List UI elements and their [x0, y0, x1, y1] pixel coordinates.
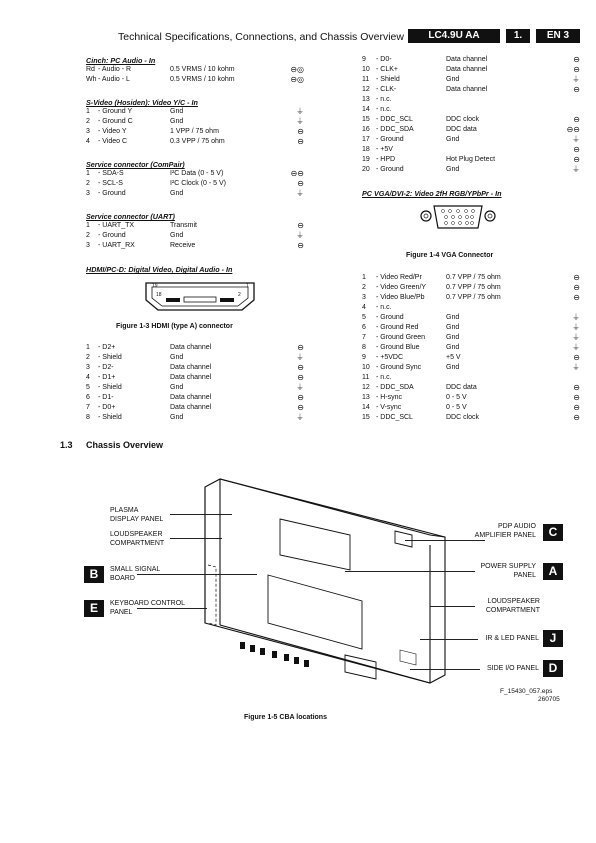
- signal-symbol: ⏚: [296, 383, 304, 392]
- pin-number: 17: [362, 136, 370, 143]
- pin-value: I²C Data (0 - 5 V): [170, 170, 224, 177]
- pin-value: Data channel: [170, 344, 212, 351]
- table-row: [362, 135, 580, 145]
- pin-value: 0 - 5 V: [446, 394, 467, 401]
- pin-number: 12: [362, 384, 370, 391]
- pin-name: - Ground: [376, 314, 404, 321]
- pin-number: 15: [362, 414, 370, 421]
- pin-value: 0.5 VRMS / 10 kohm: [170, 66, 235, 73]
- pin-name: - Video C: [98, 138, 128, 145]
- pin-name: - SCL-S: [98, 180, 123, 187]
- signal-symbol: ⏚: [572, 313, 580, 322]
- pin-value: Data channel: [170, 404, 212, 411]
- letter-e-box: E: [84, 600, 104, 617]
- pin-number: 20: [362, 166, 370, 173]
- signal-symbol: ⊖: [297, 393, 304, 402]
- table-row: [362, 313, 580, 323]
- table-row: [362, 373, 580, 383]
- pin-name: - +5V: [376, 146, 393, 153]
- signal-symbol: ⊖: [297, 403, 304, 412]
- letter-d-box: D: [543, 660, 563, 677]
- pin-value: Gnd: [446, 344, 460, 351]
- signal-symbol: ⏚: [572, 343, 580, 352]
- pin-name: - Ground: [98, 190, 126, 197]
- pin-value: Gnd: [170, 414, 184, 421]
- pin-number: 7: [362, 334, 366, 341]
- chassis-section-number: 1.3: [60, 440, 73, 450]
- pin-value: 0.7 VPP / 75 ohm: [446, 284, 501, 291]
- file-reference: F_15430_057.eps: [500, 688, 553, 695]
- pin-value: Data channel: [170, 394, 212, 401]
- pin-value: Data channel: [446, 86, 488, 93]
- vga-caption: Figure 1-4 VGA Connector: [406, 252, 494, 259]
- pin-number: 10: [362, 364, 370, 371]
- pin-value: Transmit: [170, 222, 197, 229]
- pin-value: Gnd: [170, 108, 184, 115]
- pin-value: Hot Plug Detect: [446, 156, 496, 163]
- label-plasma-display-panel: PLASMA DISPLAY PANEL: [110, 507, 164, 523]
- table-row: [86, 189, 304, 199]
- pin-value: I²C Clock (0 - 5 V): [170, 180, 227, 187]
- table-row: [362, 363, 580, 373]
- letter-b-box: B: [84, 566, 104, 583]
- pin-value: 0.5 VRMS / 10 kohm: [170, 76, 235, 83]
- signal-symbol: ⊖: [573, 65, 580, 74]
- signal-symbol: ⊖: [573, 353, 580, 362]
- pin-number: 2: [86, 232, 90, 239]
- table-row: [362, 273, 580, 283]
- signal-symbol: ⏚: [572, 363, 580, 372]
- signal-symbol: ⊖: [573, 273, 580, 282]
- pin-number: 9: [362, 56, 366, 63]
- signal-symbol: ⊖◎: [290, 65, 304, 74]
- pin-value: Data channel: [170, 364, 212, 371]
- pin-number: 1: [86, 222, 90, 229]
- signal-symbol: ⊖: [297, 221, 304, 230]
- pin-value: Gnd: [170, 354, 184, 361]
- table-row: [86, 343, 304, 353]
- pin-number: 13: [362, 394, 370, 401]
- signal-symbol: ⊖: [297, 179, 304, 188]
- signal-symbol: ⏚: [572, 333, 580, 342]
- pin-number: 1: [86, 344, 90, 351]
- signal-symbol: ⏚: [296, 117, 304, 126]
- pin-value: Gnd: [170, 384, 184, 391]
- pin-number: 11: [362, 374, 370, 381]
- pin-name: - n.c.: [376, 96, 392, 103]
- label-power-supply-panel: POWER SUPPLY PANEL: [480, 563, 536, 579]
- pin-name: - n.c.: [376, 106, 392, 113]
- table-row: [362, 283, 580, 293]
- signal-symbol: ⏚: [572, 135, 580, 144]
- pin-name: - Ground Blue: [376, 344, 420, 351]
- table-row: [86, 221, 304, 231]
- pin-number: 12: [362, 86, 370, 93]
- table-row: [86, 413, 304, 423]
- pin-name: - D0+: [98, 404, 116, 411]
- table-row: [362, 65, 580, 75]
- table-row: [86, 127, 304, 137]
- pin-value: 0.7 VPP / 75 ohm: [446, 294, 501, 301]
- pin-name: - +5VDC: [376, 354, 404, 361]
- table-row: [362, 75, 580, 85]
- pin-value: DDC clock: [446, 116, 480, 123]
- table-row: [362, 413, 580, 423]
- pin-value: DDC data: [446, 384, 477, 391]
- pin-number: 1: [362, 274, 366, 281]
- pin-name: - DDC_SDA: [376, 126, 414, 133]
- signal-symbol: ⊖: [573, 413, 580, 422]
- pin-value: Gnd: [446, 136, 460, 143]
- table-row: [86, 403, 304, 413]
- signal-symbol: ⊖: [297, 241, 304, 250]
- table-row: [86, 373, 304, 383]
- table-row: [362, 115, 580, 125]
- pin-number: 8: [362, 344, 366, 351]
- table-row: [362, 353, 580, 363]
- table-row: [86, 179, 304, 189]
- pin-number: 1: [86, 108, 90, 115]
- pin-number: 5: [86, 384, 90, 391]
- pin-value: Data channel: [170, 374, 212, 381]
- pin-number: 6: [362, 324, 366, 331]
- chassis-caption: Figure 1-5 CBA locations: [244, 714, 327, 721]
- signal-symbol: ⏚: [572, 323, 580, 332]
- signal-symbol: ⊖: [297, 363, 304, 372]
- pin-name: - Ground Y: [98, 108, 133, 115]
- pin-name: - Ground: [376, 136, 404, 143]
- svideo-title: S-Video (Hosiden): Video Y/C - In: [86, 98, 198, 107]
- cinch-title: Cinch: PC Audio - In: [86, 56, 156, 65]
- pin-value: 0.3 VPP / 75 ohm: [170, 138, 225, 145]
- chassis-section-title: Chassis Overview: [86, 440, 164, 450]
- signal-symbol: ⊖: [297, 343, 304, 352]
- hdmi-title: HDMI/PC-D: Digital Video, Digital Audio - In: [86, 265, 233, 274]
- table-row: [362, 95, 580, 105]
- table-row: [362, 125, 580, 135]
- signal-symbol: ⊖: [297, 127, 304, 136]
- pin-name: - Shield: [376, 76, 400, 83]
- pin-name: - D2+: [98, 344, 116, 351]
- pin-name: - UART_TX: [98, 222, 135, 229]
- pin-value: DDC clock: [446, 414, 480, 421]
- pin-number: 14: [362, 404, 370, 411]
- pin-name: - Ground Red: [376, 324, 419, 331]
- pin-number: 7: [86, 404, 90, 411]
- pin-name: - Shield: [98, 384, 122, 391]
- pin-value: +5 V: [446, 354, 461, 361]
- pin-value: Receive: [170, 242, 196, 249]
- label-loudspeaker-left: LOUDSPEAKER COMPARTMENT: [110, 531, 165, 547]
- table-row: [362, 55, 580, 65]
- signal-symbol: ⊖: [297, 373, 304, 382]
- pin-value: Data channel: [446, 56, 488, 63]
- signal-symbol: ⊖: [573, 55, 580, 64]
- table-row: [86, 393, 304, 403]
- hdmi-pin-2: 2: [238, 292, 241, 298]
- table-row: [86, 137, 304, 147]
- vga-title: PC VGA/DVI-2: Video 2fH RGB/YPbPr - In: [362, 189, 502, 198]
- pin-value: Data channel: [446, 66, 488, 73]
- pin-value: Gnd: [446, 166, 460, 173]
- pin-name: - Ground: [376, 166, 404, 173]
- letter-j-box: J: [543, 630, 563, 647]
- pin-number: 2: [86, 180, 90, 187]
- pin-name: - CLK+: [376, 66, 398, 73]
- pin-value: DDC data: [446, 126, 477, 133]
- table-row: [86, 353, 304, 363]
- pin-number: 2: [362, 284, 366, 291]
- pin-name: - SDA-S: [98, 170, 124, 177]
- signal-symbol: ⊖⊖: [566, 125, 580, 134]
- pin-name: - V-sync: [376, 404, 402, 411]
- pin-value: Gnd: [170, 232, 184, 239]
- pin-number: 13: [362, 96, 370, 103]
- pin-name: - Shield: [98, 414, 122, 421]
- table-row: [362, 105, 580, 115]
- signal-symbol: ⏚: [296, 107, 304, 116]
- pin-name: - D1+: [98, 374, 116, 381]
- signal-symbol: ⊖: [297, 137, 304, 146]
- pin-number: 19: [362, 156, 370, 163]
- pin-name: - D1-: [98, 394, 114, 401]
- pin-number: 4: [86, 374, 90, 381]
- signal-symbol: ⊖: [573, 85, 580, 94]
- pin-value: 0.7 VPP / 75 ohm: [446, 274, 501, 281]
- table-row: [362, 165, 580, 175]
- signal-symbol: ⊖: [573, 383, 580, 392]
- table-row: [362, 155, 580, 165]
- pin-value: Gnd: [170, 190, 184, 197]
- pin-number: 1: [86, 170, 90, 177]
- pin-name: - CLK-: [376, 86, 397, 93]
- pin-number: 6: [86, 394, 90, 401]
- letter-a-box: A: [543, 563, 563, 580]
- pin-name: - D2-: [98, 364, 114, 371]
- table-row: [86, 65, 304, 75]
- table-row: [362, 85, 580, 95]
- pin-name: - D0-: [376, 56, 392, 63]
- table-row: [86, 241, 304, 251]
- compair-title: Service connector (ComPair): [86, 160, 185, 169]
- pin-name: - Video Green/Y: [376, 284, 427, 291]
- pin-name: - Ground Sync: [376, 364, 422, 371]
- label-ir-led-panel: IR & LED PANEL: [485, 635, 539, 642]
- table-row: [362, 323, 580, 333]
- pin-name: - Video Red/Pr: [376, 274, 422, 281]
- signal-symbol: ⊖: [573, 403, 580, 412]
- table-row: [362, 393, 580, 403]
- pin-number: 10: [362, 66, 370, 73]
- page-header-title: Technical Specifications, Connections, and Chassis Overview: [118, 31, 404, 43]
- pin-name: - Ground: [98, 232, 126, 239]
- pin-name: - DDC_SCL: [376, 116, 413, 123]
- signal-symbol: ⏚: [572, 75, 580, 84]
- pin-number: 4: [362, 304, 366, 311]
- page-badge: EN 3: [536, 29, 580, 43]
- pin-name: - Audio - R: [98, 66, 132, 73]
- pin-value: Gnd: [446, 334, 460, 341]
- signal-symbol: ⊖: [573, 115, 580, 124]
- table-row: [362, 343, 580, 353]
- pin-number: 3: [362, 294, 366, 301]
- pin-number: 3: [86, 190, 90, 197]
- pin-number: Wh: [86, 76, 97, 83]
- pin-name: - HPD: [376, 156, 396, 163]
- pin-number: Rd: [86, 66, 95, 73]
- signal-symbol: ⏚: [296, 189, 304, 198]
- pin-name: - n.c.: [376, 374, 392, 381]
- signal-symbol: ⊖: [573, 393, 580, 402]
- pin-number: 8: [86, 414, 90, 421]
- section-badge: 1.: [506, 29, 530, 43]
- label-side-io-panel: SIDE I/O PANEL: [487, 665, 539, 672]
- pin-value: 1 VPP / 75 ohm: [170, 128, 219, 135]
- pin-name: - Audio - L: [98, 76, 130, 83]
- date-reference: 260705: [538, 696, 560, 703]
- pin-number: 11: [362, 76, 370, 83]
- pin-number: 4: [86, 138, 90, 145]
- pin-name: - Video Y: [98, 128, 127, 135]
- hdmi-caption: Figure 1-3 HDMI (type A) connector: [116, 323, 233, 330]
- pin-value: 0 - 5 V: [446, 404, 467, 411]
- pin-number: 3: [86, 128, 90, 135]
- signal-symbol: ⊖: [573, 293, 580, 302]
- signal-symbol: ⏚: [296, 353, 304, 362]
- pin-number: 3: [86, 242, 90, 249]
- pin-number: 15: [362, 116, 370, 123]
- table-row: [86, 231, 304, 241]
- pin-name: - H-sync: [376, 394, 403, 401]
- hdmi-pin-1: 1: [246, 283, 249, 289]
- label-keyboard-control-panel: KEYBOARD CONTROL PANEL: [110, 600, 186, 616]
- table-row: [86, 363, 304, 373]
- table-row: [86, 107, 304, 117]
- pin-name: - Ground C: [98, 118, 133, 125]
- pin-name: - UART_RX: [98, 242, 135, 249]
- table-row: [86, 169, 304, 179]
- pin-number: 18: [362, 146, 370, 153]
- table-row: [362, 333, 580, 343]
- pin-value: Gnd: [446, 364, 460, 371]
- letter-c-box: C: [543, 524, 563, 541]
- pin-value: Gnd: [446, 314, 460, 321]
- signal-symbol: ⏚: [296, 413, 304, 422]
- label-pdp-audio-amplifier: PDP AUDIO AMPLIFIER PANEL: [474, 523, 536, 539]
- table-row: [86, 383, 304, 393]
- label-loudspeaker-right: LOUDSPEAKER COMPARTMENT: [485, 598, 540, 614]
- model-badge: LC4.9U AA: [408, 29, 500, 43]
- pin-number: 9: [362, 354, 366, 361]
- signal-symbol: ⊖◎: [290, 75, 304, 84]
- table-row: [86, 117, 304, 127]
- pin-name: - DDC_SDA: [376, 384, 414, 391]
- pin-number: 2: [86, 354, 90, 361]
- pin-number: 14: [362, 106, 370, 113]
- chassis-drawing: [190, 475, 460, 685]
- table-row: [362, 383, 580, 393]
- pin-name: - Ground Green: [376, 334, 426, 341]
- signal-symbol: ⏚: [296, 231, 304, 240]
- table-row: [362, 303, 580, 313]
- uart-title: Service connector (UART): [86, 212, 175, 221]
- pin-number: 16: [362, 126, 370, 133]
- table-row: [362, 403, 580, 413]
- pin-name: - DDC_SCL: [376, 414, 413, 421]
- hdmi-pin-18: 18: [156, 292, 162, 298]
- pin-number: 3: [86, 364, 90, 371]
- signal-symbol: ⊖: [573, 145, 580, 154]
- pin-value: Gnd: [170, 118, 184, 125]
- table-row: [362, 145, 580, 155]
- pin-value: Gnd: [446, 76, 460, 83]
- pin-number: 2: [86, 118, 90, 125]
- vga-connector-figure: [418, 202, 498, 236]
- label-small-signal-board: SMALL SIGNAL BOARD: [110, 566, 161, 582]
- pin-number: 5: [362, 314, 366, 321]
- hdmi-pin-19: 19: [152, 283, 158, 289]
- signal-symbol: ⊖: [573, 283, 580, 292]
- pin-name: - Shield: [98, 354, 122, 361]
- pin-name: - Video Blue/Pb: [376, 294, 425, 301]
- table-row: [362, 293, 580, 303]
- pin-name: - n.c.: [376, 304, 392, 311]
- pin-value: Gnd: [446, 324, 460, 331]
- table-row: [86, 75, 304, 85]
- signal-symbol: ⏚: [572, 165, 580, 174]
- signal-symbol: ⊖⊖: [290, 169, 304, 178]
- signal-symbol: ⊖: [573, 155, 580, 164]
